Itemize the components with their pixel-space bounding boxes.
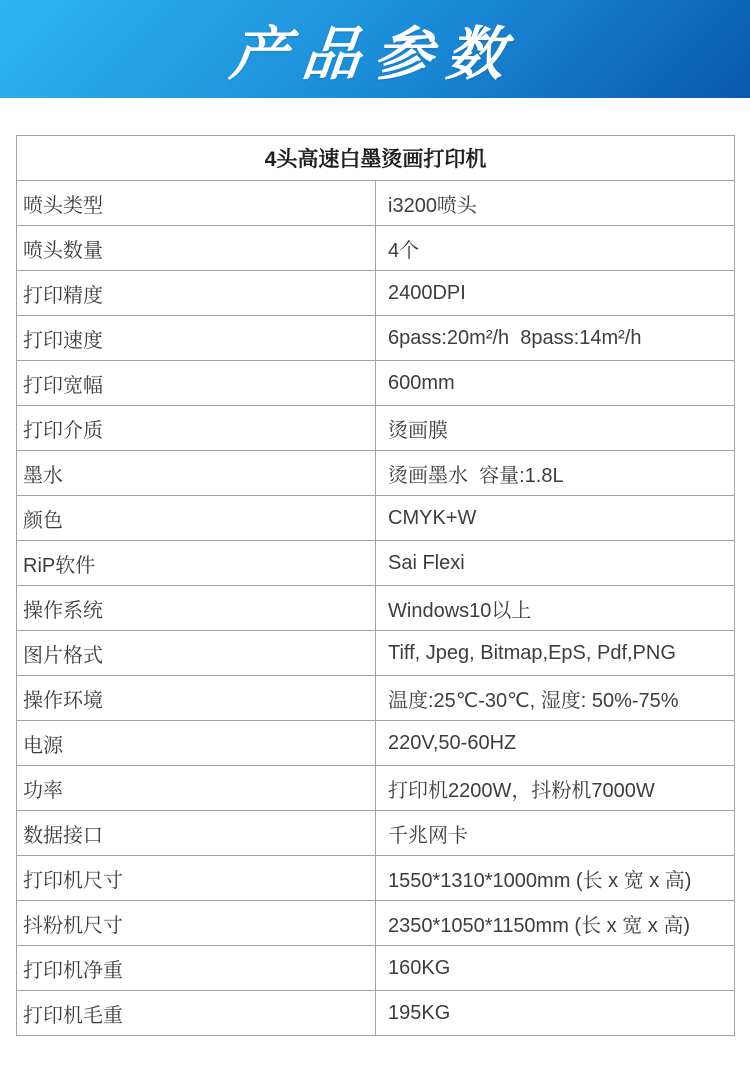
spec-label: 数据接口 xyxy=(17,811,376,856)
spec-value: Sai Flexi xyxy=(376,541,735,586)
table-row xyxy=(17,181,735,226)
spec-value: 2400DPI xyxy=(376,271,735,316)
spec-label: 电源 xyxy=(17,721,376,766)
spec-label: 打印精度 xyxy=(17,271,376,316)
table-row xyxy=(17,991,735,1036)
spec-label: 打印宽幅 xyxy=(17,361,376,406)
spec-label: 功率 xyxy=(17,766,376,811)
table-row xyxy=(17,856,735,901)
table-row xyxy=(17,406,735,451)
banner xyxy=(0,0,750,98)
table-row xyxy=(17,766,735,811)
spec-value: 220V,50-60HZ xyxy=(376,721,735,766)
table-row xyxy=(17,946,735,991)
spec-value: 195KG xyxy=(376,991,735,1036)
spec-label: 操作环境 xyxy=(17,676,376,721)
table-row xyxy=(17,541,735,586)
spec-label: 打印介质 xyxy=(17,406,376,451)
table-row xyxy=(17,316,735,361)
spec-value: 烫画墨水 容量:1.8L xyxy=(376,451,735,496)
spec-value: 1550*1310*1000mm (长 x 宽 x 高) xyxy=(376,856,735,901)
table-row xyxy=(17,811,735,856)
table-row xyxy=(17,631,735,676)
table-row xyxy=(17,361,735,406)
spec-value: 4个 xyxy=(376,226,735,271)
spec-value: 烫画膜 xyxy=(376,406,735,451)
spec-label: 打印机毛重 xyxy=(17,991,376,1036)
spec-label: RiP软件 xyxy=(17,541,376,586)
spec-label: 打印机净重 xyxy=(17,946,376,991)
spec-value: 160KG xyxy=(376,946,735,991)
spec-value: Windows10以上 xyxy=(376,586,735,631)
table-row xyxy=(17,271,735,316)
spec-value: CMYK+W xyxy=(376,496,735,541)
spec-value: 温度:25℃-30℃, 湿度: 50%-75% xyxy=(376,676,735,721)
table-row xyxy=(17,676,735,721)
spec-value: i3200喷头 xyxy=(376,181,735,226)
spec-label: 打印机尺寸 xyxy=(17,856,376,901)
spec-value: 2350*1050*1150mm (长 x 宽 x 高) xyxy=(376,901,735,946)
table-row xyxy=(17,451,735,496)
spec-value: 打印机2200W，抖粉机7000W xyxy=(376,766,735,811)
page-title: 产品参数 xyxy=(226,22,522,87)
spec-label: 图片格式 xyxy=(17,631,376,676)
table-row xyxy=(17,226,735,271)
spec-label: 喷头数量 xyxy=(17,226,376,271)
spec-value: 600mm xyxy=(376,361,735,406)
spec-label: 打印速度 xyxy=(17,316,376,361)
table-row xyxy=(17,586,735,631)
spec-label: 喷头类型 xyxy=(17,181,376,226)
table-title-row xyxy=(17,136,735,181)
spec-label: 操作系统 xyxy=(17,586,376,631)
table-title: 4头高速白墨烫画打印机 xyxy=(17,136,735,181)
spec-value: 6pass:20m²/h 8pass:14m²/h xyxy=(376,316,735,361)
spec-label: 颜色 xyxy=(17,496,376,541)
spec-label: 墨水 xyxy=(17,451,376,496)
spec-label: 抖粉机尺寸 xyxy=(17,901,376,946)
table-row xyxy=(17,901,735,946)
spec-value: Tiff, Jpeg, Bitmap,EpS, Pdf,PNG xyxy=(376,631,735,676)
spec-table xyxy=(16,135,735,1036)
spec-value: 千兆网卡 xyxy=(376,811,735,856)
table-row xyxy=(17,721,735,766)
table-row xyxy=(17,496,735,541)
